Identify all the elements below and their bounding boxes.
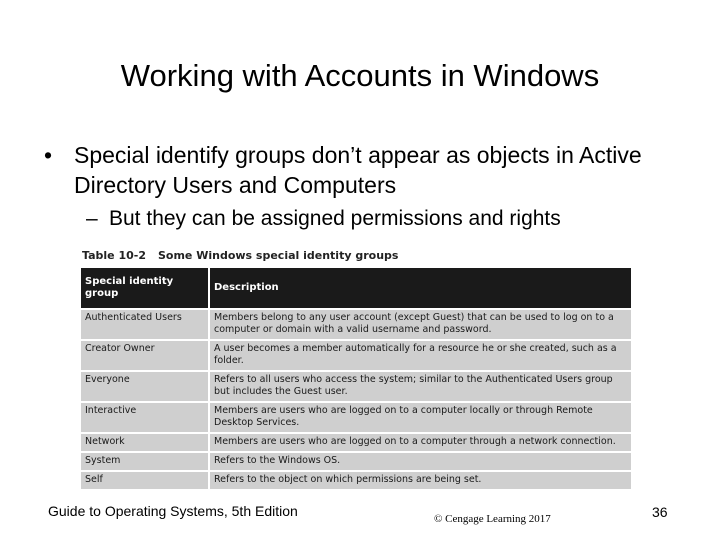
table-header-group: Special identity group	[81, 268, 209, 309]
table-cell-group: System	[81, 452, 209, 471]
page-number: 36	[652, 504, 668, 520]
table-cell-group: Authenticated Users	[81, 309, 209, 340]
sub-bullet-text: But they can be assigned permissions and rights	[109, 207, 561, 230]
table-row	[81, 433, 631, 452]
table-header-row	[81, 268, 631, 309]
table-cell-description: Refers to the object on which permissions are being set.	[209, 471, 631, 489]
table-cell-description: A user becomes a member automatically for a resource he or she created, such as a folder.	[209, 340, 631, 371]
table-row	[81, 452, 631, 471]
table-caption-title: Some Windows special identity groups	[157, 249, 399, 262]
table-cell-description: Members are users who are logged on to a computer locally or through Remote Desktop Services.	[209, 402, 631, 433]
table-row	[81, 340, 631, 371]
bullet-text: Special identify groups don’t appear as objects in Active Directory Users and Computers	[74, 142, 642, 198]
table-cell-description: Refers to all users who access the system; similar to the Authenticated Users group but includes the Guest user.	[209, 371, 631, 402]
table-cell-group: Everyone	[81, 371, 209, 402]
bullet-marker: •	[44, 142, 53, 168]
table-cell-group: Interactive	[81, 402, 209, 433]
table-cell-description: Members are users who are logged on to a computer through a network connection.	[209, 433, 631, 452]
table-caption-number: Table 10-2	[82, 249, 146, 262]
table-row	[81, 471, 631, 489]
table-cell-description: Members belong to any user account (except Guest) that can be used to log on to a computer or domain with a valid username and password.	[209, 309, 631, 340]
footer-book-title: Guide to Operating Systems, 5th Edition	[48, 503, 298, 519]
sub-bullet-marker: –	[86, 207, 98, 230]
table-header-description: Description	[209, 268, 631, 309]
table-cell-group: Creator Owner	[81, 340, 209, 371]
table-row	[81, 371, 631, 402]
table-caption	[82, 249, 642, 262]
table-row	[81, 402, 631, 433]
table-cell-description: Refers to the Windows OS.	[209, 452, 631, 471]
footer-copyright: © Cengage Learning 2017	[434, 513, 551, 525]
table-cell-group: Self	[81, 471, 209, 489]
special-identity-groups-table	[81, 268, 631, 489]
slide-title: Working with Accounts in Windows	[120, 58, 600, 93]
table-cell-group: Network	[81, 433, 209, 452]
table-row	[81, 309, 631, 340]
